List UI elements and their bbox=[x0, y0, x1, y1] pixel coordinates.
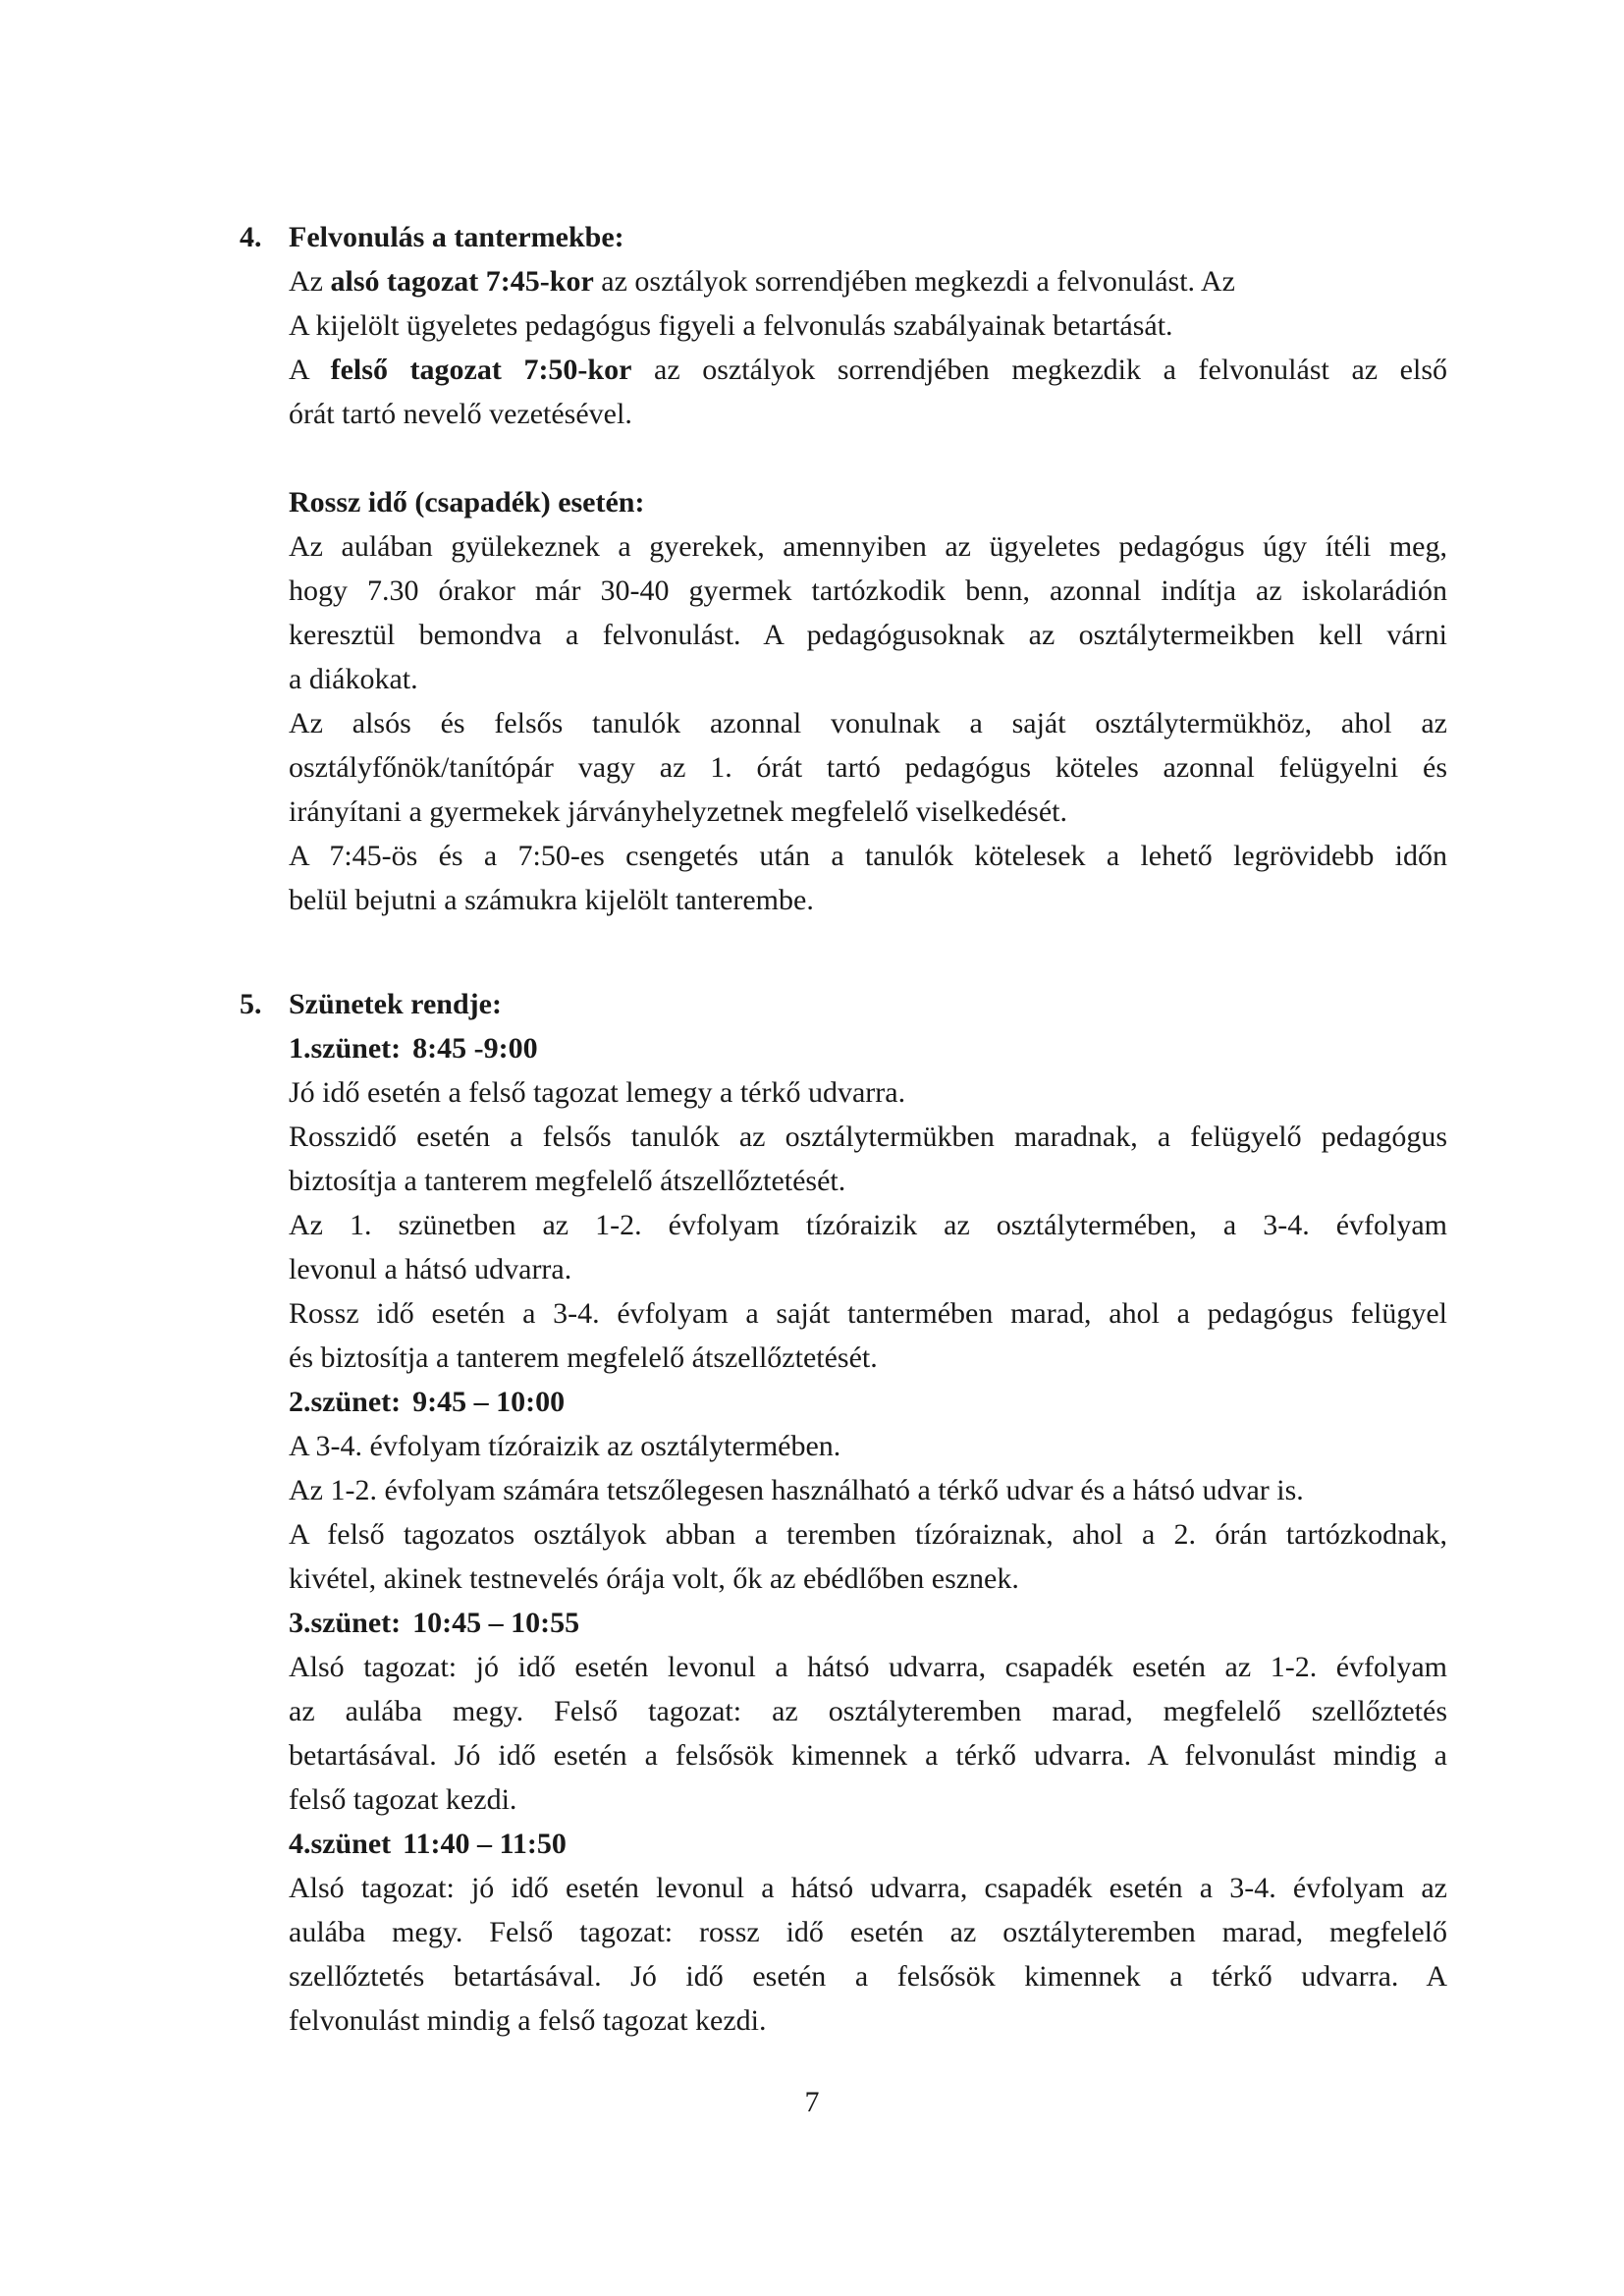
section-body bbox=[289, 215, 1447, 922]
paragraph-line: az aulába megy. Felső tagozat: az osztályteremben marad, megfelelő szellőztetés bbox=[289, 1695, 1447, 1727]
paragraph-line: felső tagozat kezdi. bbox=[289, 1783, 517, 1816]
break-label: 2.szünet: bbox=[289, 1386, 402, 1418]
paragraph-line: levonul a hátsó udvarra. bbox=[289, 1253, 572, 1285]
section-number: 5. bbox=[240, 988, 262, 1020]
section-number: 4. bbox=[240, 221, 262, 253]
paragraph-line: Az 1. szünetben az 1-2. évfolyam tízóraizik az osztálytermében, a 3-4. évfolyam bbox=[289, 1209, 1447, 1241]
paragraph-line: szellőztetés betartásával. Jó idő esetén a felsősök kimennek a térkő udvarra. A bbox=[289, 1960, 1447, 1993]
section-4 bbox=[240, 215, 1447, 922]
break-time: 8:45 -9:00 bbox=[412, 1032, 538, 1065]
paragraph-line: A 7:45-ös és a 7:50-es csengetés után a tanulók kötelesek a lehető legrövidebb időn bbox=[289, 840, 1447, 872]
section-body bbox=[289, 982, 1447, 2043]
break-heading bbox=[289, 1380, 1447, 1424]
paragraph-line: betartásával. Jó idő esetén a felsősök kimennek a térkő udvarra. A felvonulást mindig a bbox=[289, 1739, 1447, 1772]
paragraph-line: hogy 7.30 órakor már 30-40 gyermek tartózkodik benn, azonnal indítja az iskolarádión bbox=[289, 574, 1447, 607]
break-heading bbox=[289, 1601, 1447, 1645]
break-label: 4.szünet bbox=[289, 1828, 392, 1860]
section-5 bbox=[240, 982, 1447, 2043]
paragraph-line: Az aulában gyülekeznek a gyerekek, amennyiben az ügyeletes pedagógus úgy ítéli meg, bbox=[289, 530, 1447, 563]
paragraph-line: A felső tagozatos osztályok abban a teremben tízóraiznak, ahol a 2. órán tartózkodnak, bbox=[289, 1518, 1447, 1551]
paragraph-line: Jó idő esetén a felső tagozat lemegy a térkő udvarra. bbox=[289, 1076, 906, 1109]
bold-phrase: felső tagozat 7:50-kor bbox=[330, 354, 632, 386]
break-heading bbox=[289, 1822, 1447, 1866]
paragraph-line: osztályfőnök/tanítópár vagy az 1. órát tartó pedagógus köteles azonnal felügyelni és bbox=[289, 751, 1447, 784]
paragraph-line: Alsó tagozat: jó idő esetén levonul a hátsó udvarra, csapadék esetén az 1-2. évfolyam bbox=[289, 1651, 1447, 1683]
section-title: Felvonulás a tantermekbe: bbox=[289, 221, 624, 253]
break-time: 11:40 – 11:50 bbox=[403, 1828, 567, 1860]
paragraph-line: Rosszidő esetén a felsős tanulók az osztálytermükben maradnak, a felügyelő pedagógus bbox=[289, 1121, 1447, 1153]
paragraph-line: A 3-4. évfolyam tízóraizik az osztálytermében. bbox=[289, 1430, 841, 1462]
bold-phrase: alsó tagozat 7:45-kor bbox=[330, 265, 594, 298]
break-label: 1.szünet: bbox=[289, 1032, 402, 1065]
paragraph-line: irányítani a gyermekek járványhelyzetnek megfelelő viselkedését. bbox=[289, 795, 1067, 828]
page-number: 7 bbox=[804, 2086, 820, 2118]
section-title: Szünetek rendje: bbox=[289, 988, 502, 1020]
paragraph-line: Az 1-2. évfolyam számára tetszőlegesen használható a térkő udvar és a hátsó udvar is. bbox=[289, 1474, 1304, 1506]
paragraph-line: Alsó tagozat: jó idő esetén levonul a hátsó udvarra, csapadék esetén a 3-4. évfolyam az bbox=[289, 1872, 1447, 1904]
paragraph-line: a diákokat. bbox=[289, 663, 418, 695]
paragraph-line: A kijelölt ügyeletes pedagógus figyeli a felvonulás szabályainak betartását. bbox=[289, 309, 1173, 342]
paragraph-line: aulába megy. Felső tagozat: rossz idő esetén az osztályteremben marad, megfelelő bbox=[289, 1916, 1447, 1948]
subsection-title: Rossz idő (csapadék) esetén: bbox=[289, 486, 645, 519]
break-label: 3.szünet: bbox=[289, 1607, 402, 1639]
break-time: 9:45 – 10:00 bbox=[412, 1386, 566, 1418]
paragraph-line: Az alsós és felsős tanulók azonnal vonulnak a saját osztálytermükhöz, ahol az bbox=[289, 707, 1447, 739]
paragraph-line: A felső tagozat 7:50-kor az osztályok sorrendjében megkezdik a felvonulást az első bbox=[289, 354, 1448, 386]
paragraph-line: keresztül bemondva a felvonulást. A pedagógusoknak az osztálytermeikben kell várni bbox=[289, 619, 1447, 651]
paragraph-line: Rossz idő esetén a 3-4. évfolyam a saját tantermében marad, ahol a pedagógus felügyel bbox=[289, 1297, 1447, 1330]
paragraph-line: és biztosítja a tanterem megfelelő átszellőztetését. bbox=[289, 1341, 878, 1374]
break-time: 10:45 – 10:55 bbox=[412, 1607, 580, 1639]
paragraph-line: órát tartó nevelő vezetésével. bbox=[289, 398, 632, 430]
paragraph-line: kivétel, akinek testnevelés órája volt, ők az ebédlőben esznek. bbox=[289, 1562, 1019, 1595]
paragraph-line: biztosítja a tanterem megfelelő átszellőztetését. bbox=[289, 1165, 846, 1197]
paragraph-line: belül bejutni a számukra kijelölt tanterembe. bbox=[289, 884, 814, 916]
paragraph-line: Az alsó tagozat 7:45-kor az osztályok sorrendjében megkezdi a felvonulást. Az bbox=[289, 265, 1235, 298]
paragraph-line: felvonulást mindig a felső tagozat kezdi. bbox=[289, 2004, 767, 2037]
break-heading bbox=[289, 1026, 1447, 1070]
